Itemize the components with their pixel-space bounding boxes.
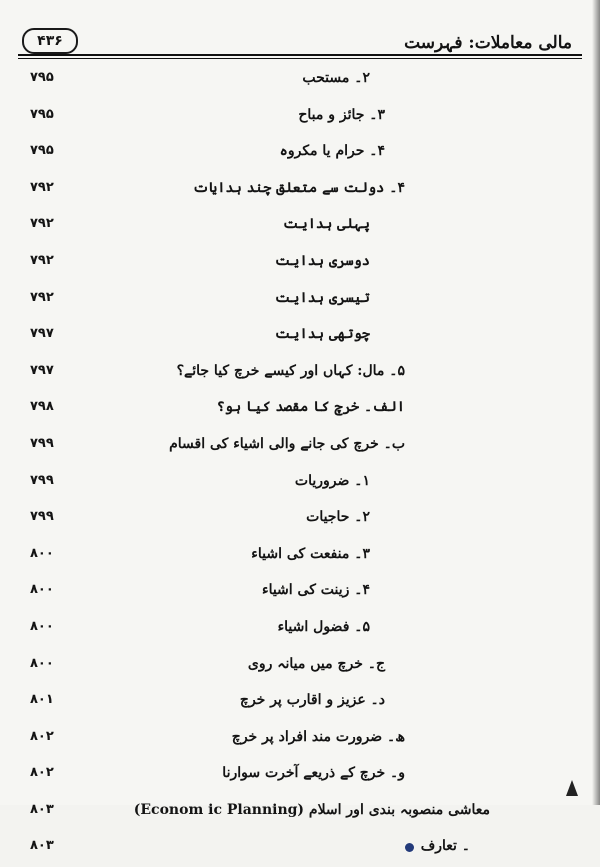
toc-entry-title: و۔ خرچ کے ذریعے آخرت سوارنا	[222, 765, 405, 782]
toc-entry-page: ۷۹۲	[30, 252, 54, 268]
toc-entry-page: ۷۹۵	[30, 106, 54, 122]
toc-entry-page: ۷۹۷	[30, 362, 54, 378]
table-of-contents	[0, 62, 600, 867]
toc-entry-page: ۸۰۲	[30, 728, 54, 744]
toc-entry	[0, 721, 600, 758]
toc-entry-title: ۱۔ ضروریات	[294, 472, 370, 489]
toc-entry	[0, 135, 600, 172]
toc-entry-title: پہلی ہدایت	[283, 216, 370, 233]
toc-entry	[0, 208, 600, 245]
toc-entry-page: ۸۰۰	[30, 545, 54, 561]
toc-entry-page: ۷۹۹	[30, 509, 54, 525]
toc-entry	[0, 684, 600, 721]
toc-entry-title: ۲۔ حاجیات	[306, 509, 370, 526]
toc-entry	[0, 282, 600, 319]
toc-entry-title: الف۔ خرچ کا مقصد کیا ہو؟	[216, 399, 405, 416]
toc-entry	[0, 355, 600, 392]
toc-entry-title: تیسری ہدایت	[274, 289, 370, 306]
toc-entry-title: دوسری ہدایت	[274, 252, 370, 269]
toc-entry-title: معاشی منصوبہ بندی اور اسلام (Econom ic Planning)	[133, 801, 490, 818]
toc-entry	[0, 465, 600, 502]
toc-entry-title: ۴۔ حرام یا مکروہ	[279, 143, 385, 160]
toc-entry-title: ھ۔ ضرورت مند افراد پر خرچ	[231, 728, 405, 745]
toc-entry	[0, 245, 600, 282]
toc-entry-title: ۵۔ مال: کہاں اور کیسے خرچ کیا جائے؟	[176, 362, 405, 379]
toc-entry	[0, 794, 600, 831]
toc-entry	[0, 318, 600, 355]
bullet-icon	[405, 843, 414, 852]
toc-entry-page: ۷۹۵	[30, 143, 54, 159]
toc-entry-title: ۳۔ جائز و مباح	[298, 106, 385, 123]
toc-entry	[0, 757, 600, 794]
header-rule-thin	[18, 58, 582, 59]
toc-entry-page: ۸۰۰	[30, 655, 54, 671]
toc-entry	[0, 172, 600, 209]
toc-entry	[0, 428, 600, 465]
toc-entry-page: ۷۹۹	[30, 472, 54, 488]
toc-entry-title: چوتھی ہدایت	[274, 326, 370, 343]
toc-entry	[0, 648, 600, 685]
toc-entry-page: ۷۹۷	[30, 326, 54, 342]
toc-entry-title: ج۔ خرچ میں میانہ روی	[247, 655, 385, 672]
toc-entry-page: ۸۰۱	[30, 692, 54, 708]
toc-entry-page: ۷۹۹	[30, 435, 54, 451]
toc-entry	[0, 391, 600, 428]
bookmark-icon	[566, 780, 578, 796]
toc-entry-title: ۳۔ منفعت کی اشیاء	[251, 545, 370, 562]
toc-entry-title: ۴۔ زینت کی اشیاء	[261, 582, 370, 599]
toc-entry	[0, 501, 600, 538]
toc-entry-page: ۷۹۲	[30, 179, 54, 195]
toc-entry-title: ۵۔ فضول اشیاء	[277, 618, 370, 635]
toc-entry-page: ۸۰۳	[30, 838, 54, 854]
toc-entry-page: ۸۰۲	[30, 765, 54, 781]
toc-entry-page: ۸۰۰	[30, 582, 54, 598]
toc-entry-page: ۷۹۸	[30, 399, 54, 415]
toc-entry-page: ۸۰۰	[30, 618, 54, 634]
toc-entry	[0, 538, 600, 575]
toc-entry-title: ۴۔ دولت سے متعلق چند ہدایات	[192, 179, 405, 196]
page-title: مالی معاملات: فہرست	[404, 33, 572, 53]
toc-entry	[0, 830, 600, 867]
toc-entry	[0, 62, 600, 99]
page-number: ۴۳۶	[22, 28, 78, 54]
page-edge-shadow	[592, 0, 600, 805]
toc-entry-page: ۷۹۲	[30, 289, 54, 305]
toc-entry	[0, 99, 600, 136]
toc-entry-title: ب۔ خرچ کی جانے والی اشیاء کی اقسام	[169, 435, 405, 452]
toc-entry-title: ۔ تعارف	[420, 838, 470, 855]
toc-entry-title: ۲۔ مستحب	[302, 70, 370, 86]
header-rule	[18, 54, 582, 56]
toc-entry	[0, 574, 600, 611]
toc-entry-page: ۷۹۲	[30, 216, 54, 232]
toc-entry-title: د۔ عزیز و اقارب پر خرچ	[239, 692, 385, 709]
toc-entry-page: ۸۰۳	[30, 801, 54, 817]
toc-entry-page: ۷۹۵	[30, 70, 54, 85]
toc-entry	[0, 611, 600, 648]
